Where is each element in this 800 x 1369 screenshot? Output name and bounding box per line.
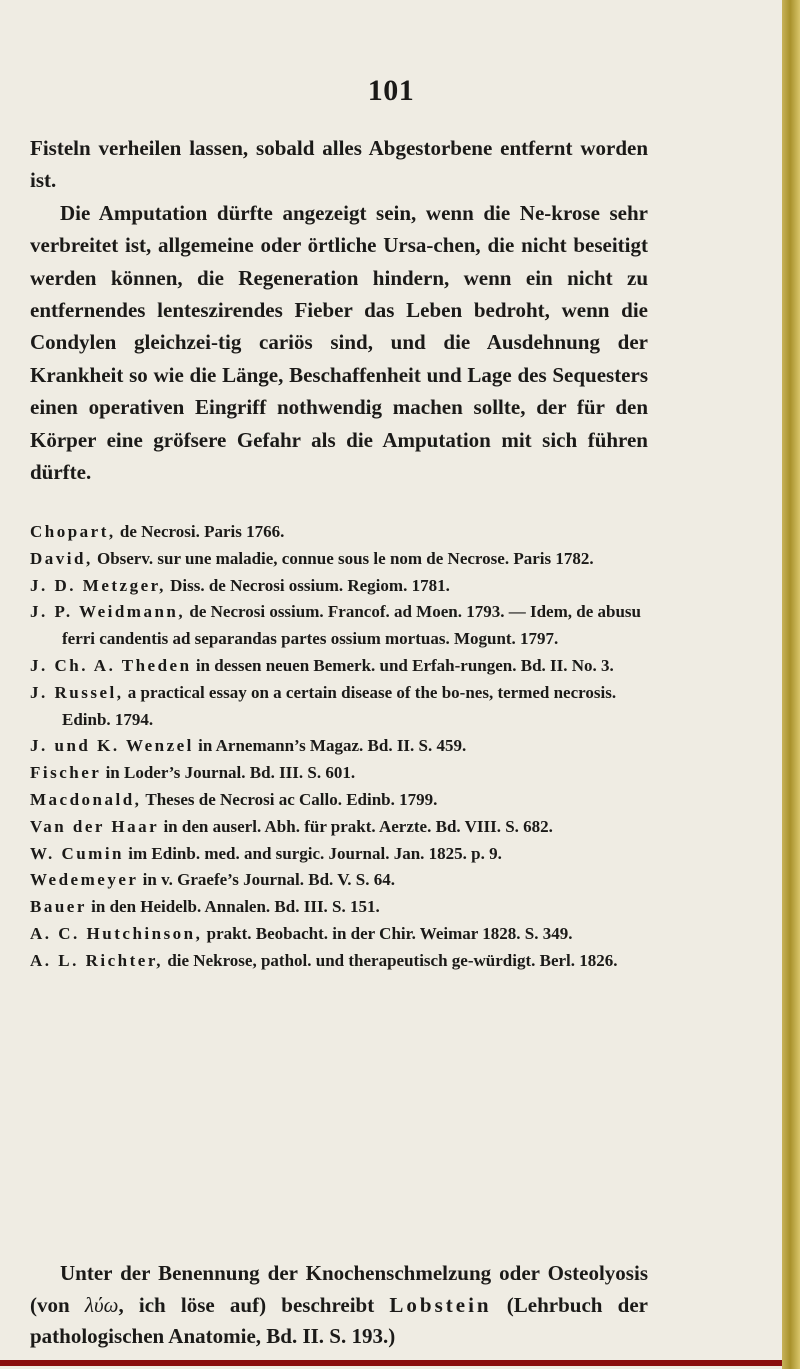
reference-author: J. Russel,: [30, 682, 124, 702]
reference-text: in dessen neuen Bemerk. und Erfah-rungen. Bd. II. No. 3.: [191, 655, 614, 675]
reference-author: David,: [30, 548, 93, 568]
reference-item: [30, 760, 642, 787]
reference-item: [30, 546, 642, 573]
reference-item: [30, 867, 642, 894]
reference-author: A. L. Richter,: [30, 950, 164, 970]
page-number: 101: [367, 74, 415, 107]
reference-item: [30, 841, 642, 868]
reference-item: [30, 814, 642, 841]
reference-author: Van der Haar: [30, 816, 160, 836]
reference-author: Bauer: [30, 897, 87, 917]
reference-list: [30, 519, 642, 975]
reference-text: de Necrosi. Paris 1766.: [115, 522, 285, 541]
reference-item: [30, 680, 642, 734]
reference-text: im Edinb. med. and surgic. Journal. Jan. 1825. p. 9.: [124, 843, 502, 863]
reference-text: in den auserl. Abh. für prakt. Aerzte. Bd. VIII. S. 682.: [159, 816, 553, 836]
closing-pre: Unter der Benennung der Knochenschmelzung oder Osteolyosis (von: [30, 1261, 648, 1317]
closing-text: [30, 1258, 648, 1353]
reference-author: A. C. Hutchinson,: [30, 923, 203, 943]
reference-item: [30, 733, 642, 760]
reference-author: Wedemeyer: [30, 870, 139, 890]
reference-author: J. P. Weidmann,: [30, 602, 186, 622]
closing-mid: , ich löse auf) beschreibt: [118, 1292, 390, 1317]
reference-text: in v. Graefe’s Journal. Bd. V. S. 64.: [138, 870, 396, 890]
reference-item: [30, 894, 642, 921]
paragraph-2: Die Amputation dürfte angezeigt sein, wenn die Ne-krose sehr verbreitet ist, allgemeine oder örtliche Ursa-chen, die nicht beseitigt werden können, die Regeneration hindern, wenn ein nicht zu entfernendes lenteszirendes Fieber das Leben bedroht, wenn die Condylen gleichzei-tig cariös sind, und die Ausdehnung der Krankheit so wie die Länge, Beschaffenheit und Lage des Sequesters einen operativen Eingriff nothwendig machen sollte, der für den Körper eine gröfsere Gefahr als die Amputation mit sich führen dürfte.: [30, 200, 648, 485]
reference-item: [30, 519, 642, 546]
reference-author: Fischer: [30, 763, 102, 783]
reference-text: Diss. de Necrosi ossium. Regiom. 1781.: [165, 575, 450, 595]
reference-author: J. D. Metzger,: [30, 575, 166, 595]
reference-item: [30, 573, 642, 600]
reference-item: [30, 948, 642, 975]
closing-paragraph: [30, 1258, 648, 1353]
reference-text: Theses de Necrosi ac Callo. Edinb. 1799.: [141, 789, 438, 809]
page-edge-strip: [782, 0, 800, 1369]
reference-author: W. Cumin: [30, 843, 125, 863]
reference-text: in den Heidelb. Annalen. Bd. III. S. 151.: [86, 897, 380, 917]
greek-word: λύω: [84, 1292, 119, 1317]
reference-text: in Loder’s Journal. Bd. III. S. 601.: [101, 763, 356, 783]
reference-text: de Necrosi ossium. Francof. ad Moen. 1793. — Idem, de abusu ferri candentis ad separandas partes ossium mortuas. Mogunt. 1797.: [62, 602, 641, 649]
closing-post: (Lehrbuch der pathologischen Anatomie, Bd. II. S. 193.): [30, 1292, 648, 1348]
reference-item: [30, 921, 642, 948]
reference-author: Chopart,: [30, 522, 116, 541]
main-text: [30, 132, 648, 488]
reference-text: die Nekrose, pathol. und therapeutisch ge-würdigt. Berl. 1826.: [163, 950, 618, 970]
author-name: Lobstein: [389, 1292, 492, 1317]
reference-author: Macdonald,: [30, 789, 142, 809]
reference-text: in Arnemann’s Magaz. Bd. II. S. 459.: [193, 736, 467, 756]
paragraph-1: Fisteln verheilen lassen, sobald alles Abgestorbene entfernt worden ist.: [30, 136, 648, 193]
reference-item: [30, 787, 642, 814]
reference-author: J. und K. Wenzel: [30, 736, 194, 756]
reference-text: a practical essay on a certain disease of the bo-nes, termed necrosis. Edinb. 1794.: [62, 682, 617, 729]
reference-text: prakt. Beobacht. in der Chir. Weimar 1828. S. 349.: [202, 923, 573, 943]
reference-item: [30, 599, 642, 653]
reference-text: Observ. sur une maladie, connue sous le nom de Necrose. Paris 1782.: [92, 548, 594, 568]
bottom-edge-rule: [0, 1360, 782, 1366]
reference-item: [30, 653, 642, 680]
reference-author: J. Ch. A. Theden: [30, 655, 192, 675]
